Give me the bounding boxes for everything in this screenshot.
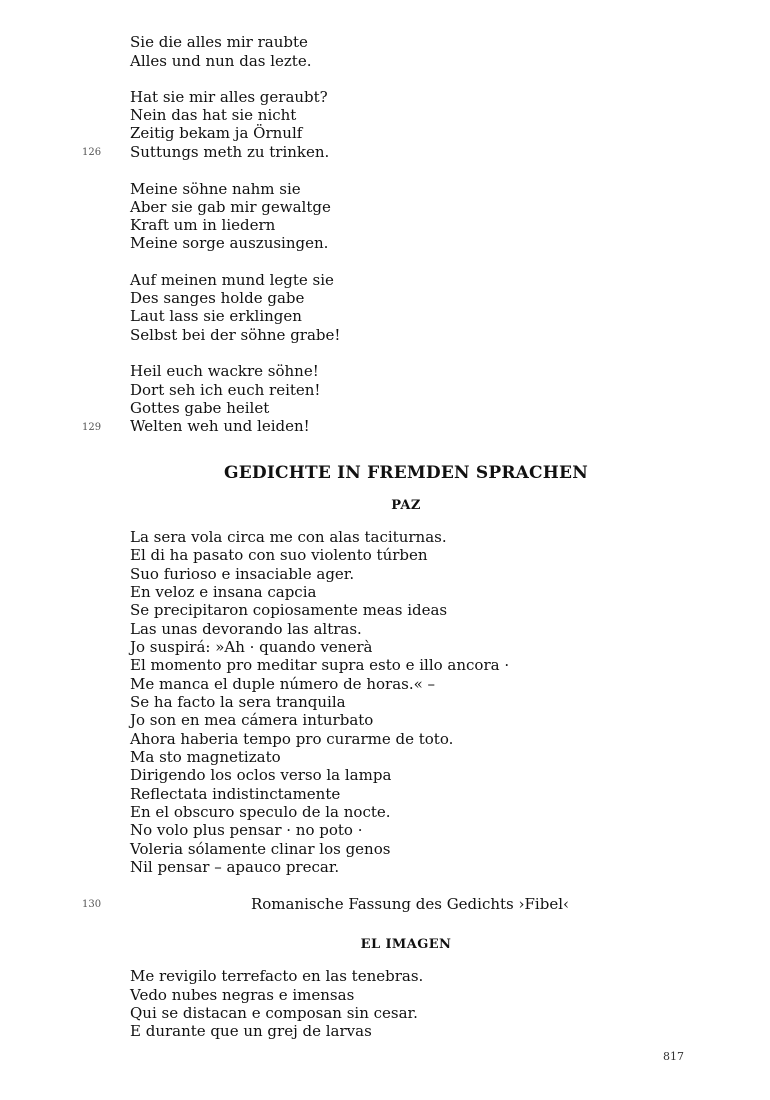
verse-line: Se ha facto la sera tranquila <box>130 693 346 711</box>
verse-line: La sera vola circa me con alas taciturnas. <box>130 528 447 546</box>
verse-line: Meine söhne nahm sie <box>130 180 301 198</box>
verse-line: Laut lass sie erklingen <box>130 307 302 325</box>
verse-line: Nil pensar – apauco precar. <box>130 858 340 876</box>
verse-line: Suttungs meth zu trinken. <box>130 143 330 161</box>
verse-line: Auf meinen mund legte sie <box>130 271 334 289</box>
verse-line: Kraft um in liedern <box>130 216 276 234</box>
verse-line: Ma sto magnetizato <box>130 748 281 766</box>
verse-line: Me revigilo terrefacto en las tenebras. <box>130 967 424 985</box>
verse-line: Des sanges holde gabe <box>130 289 305 307</box>
verse-line: Ahora haberia tempo pro curarme de toto. <box>130 730 454 748</box>
verse-line: Meine sorge auszusingen. <box>130 234 329 252</box>
page-number: 817 <box>663 1050 684 1063</box>
line-number: 126 <box>82 147 102 158</box>
verse-line: E durante que un grej de larvas <box>130 1022 372 1040</box>
verse-line: Reflectata indistinctamente <box>130 785 341 803</box>
verse-line: Nein das hat sie nicht <box>130 106 297 124</box>
verse-line: Hat sie mir alles geraubt? <box>130 88 328 106</box>
verse-line: Gottes gabe heilet <box>130 399 270 417</box>
verse-line: Suo furioso e insaciable ager. <box>130 565 355 583</box>
line-number: 129 <box>82 422 102 433</box>
verse-line: Heil euch wackre söhne! <box>130 362 319 380</box>
section-heading: GEDICHTE IN FREMDEN SPRACHEN <box>224 463 588 483</box>
verse-line: Me manca el duple número de horas.« – <box>130 675 436 693</box>
verse-line: Dirigendo los oclos verso la lampa <box>130 766 392 784</box>
poem-title: PAZ <box>391 498 421 513</box>
verse-line: Dort seh ich euch reiten! <box>130 381 321 399</box>
verse-line: Las unas devorando las altras. <box>130 620 362 638</box>
verse-line: Jo son en mea cámera inturbato <box>130 711 374 729</box>
poem-title: EL IMAGEN <box>360 937 452 952</box>
verse-line: El momento pro meditar supra esto e illo ancora · <box>130 656 510 674</box>
verse-line: Selbst bei der söhne grabe! <box>130 326 341 344</box>
verse-line: Sie die alles mir raubte <box>130 33 308 51</box>
verse-line: Se precipitaron copiosamente meas ideas <box>130 601 448 619</box>
verse-line: Zeitig bekam ja Örnulf <box>130 124 303 142</box>
verse-line: El di ha pasato con suo violento túrben <box>130 546 428 564</box>
line-number: 130 <box>82 899 102 910</box>
verse-line: En el obscuro speculo de la nocte. <box>130 803 391 821</box>
verse-line: Vedo nubes negras e imensas <box>130 986 355 1004</box>
verse-line: No volo plus pensar · no poto · <box>130 821 363 839</box>
verse-line: Alles und nun das lezte. <box>130 52 312 70</box>
verse-line: Welten weh und leiden! <box>130 417 310 435</box>
verse-line: Aber sie gab mir gewaltge <box>130 198 331 216</box>
verse-line: Qui se distacan e composan sin cesar. <box>130 1004 418 1022</box>
verse-line: En veloz e insana capcia <box>130 583 317 601</box>
verse-line: Voleria sólamente clinar los genos <box>130 840 391 858</box>
verse-line: Jo suspirá: »Ah · quando venerà <box>130 638 373 656</box>
caption: Romanische Fassung des Gedichts ›Fibel‹ <box>250 895 569 913</box>
